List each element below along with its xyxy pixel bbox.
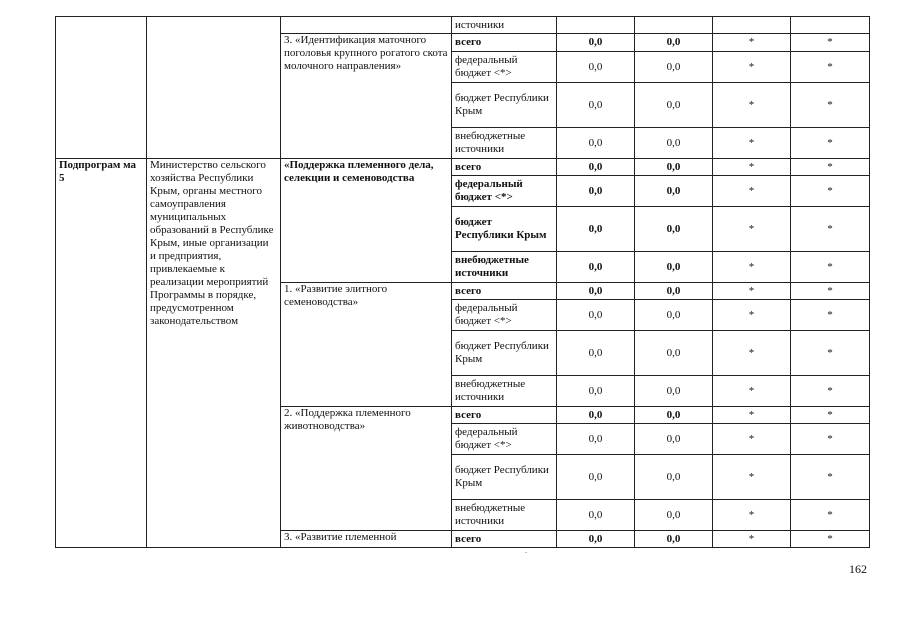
source-cell: бюджет Республики Крым bbox=[452, 83, 557, 128]
value-cell: * bbox=[713, 531, 791, 548]
source-cell: бюджет Республики Крым bbox=[452, 331, 557, 376]
value-cell: * bbox=[713, 500, 791, 531]
value-cell: 0,0 bbox=[557, 407, 635, 424]
source-cell: федеральный бюджет <*> bbox=[452, 300, 557, 331]
value-cell: 0,0 bbox=[557, 531, 635, 548]
value-cell: 0,0 bbox=[635, 252, 713, 283]
value-cell: 0,0 bbox=[635, 176, 713, 207]
value-cell: 0,0 bbox=[557, 52, 635, 83]
value-cell: 0,0 bbox=[557, 331, 635, 376]
value-cell: 0,0 bbox=[635, 424, 713, 455]
value-cell: * bbox=[713, 128, 791, 159]
value-cell: 0,0 bbox=[635, 376, 713, 407]
subprogram-cell: Подпрограм ма 5 bbox=[56, 159, 147, 548]
executor-cell bbox=[147, 17, 281, 159]
value-cell: 0,0 bbox=[557, 34, 635, 52]
value-cell: * bbox=[713, 331, 791, 376]
table-row bbox=[56, 17, 870, 34]
value-cell: 0,0 bbox=[635, 207, 713, 252]
value-cell: * bbox=[713, 207, 791, 252]
value-cell: 0,0 bbox=[635, 455, 713, 500]
source-cell: всего bbox=[452, 407, 557, 424]
value-cell: * bbox=[791, 455, 870, 500]
source-cell: всего bbox=[452, 531, 557, 548]
value-cell bbox=[791, 17, 870, 34]
value-cell: 0,0 bbox=[557, 300, 635, 331]
value-cell: 0,0 bbox=[557, 83, 635, 128]
value-cell: * bbox=[791, 252, 870, 283]
event-cell: 3. «Идентификация маточного поголовья крупного рогатого скота молочного направления» bbox=[281, 34, 452, 159]
value-cell: * bbox=[791, 300, 870, 331]
value-cell: * bbox=[791, 128, 870, 159]
value-cell: * bbox=[713, 34, 791, 52]
value-cell: 0,0 bbox=[557, 176, 635, 207]
value-cell: * bbox=[713, 376, 791, 407]
value-cell: * bbox=[713, 300, 791, 331]
value-cell: 0,0 bbox=[557, 207, 635, 252]
value-cell bbox=[557, 17, 635, 34]
value-cell: * bbox=[791, 531, 870, 548]
value-cell: * bbox=[791, 176, 870, 207]
value-cell: 0,0 bbox=[557, 500, 635, 531]
value-cell: 0,0 bbox=[635, 407, 713, 424]
table-row bbox=[56, 159, 870, 176]
event-cell: 1. «Развитие элитного семеноводства» bbox=[281, 283, 452, 407]
source-cell: федеральный бюджет <*> bbox=[452, 52, 557, 83]
executor-cell: Министерство сельского хозяйства Республики Крым, органы местного самоуправления муниципальных образований в Республике Крым, иные организации и предприятия, привлекаемые к реализации мероприятий Программы в порядке, предусмотренном законодательством bbox=[147, 159, 281, 548]
source-cell: внебюджетные источники bbox=[452, 128, 557, 159]
source-cell: всего bbox=[452, 159, 557, 176]
source-cell: федеральный бюджет <*> bbox=[452, 176, 557, 207]
value-cell: * bbox=[791, 500, 870, 531]
value-cell: * bbox=[713, 83, 791, 128]
value-cell: 0,0 bbox=[557, 283, 635, 300]
value-cell: * bbox=[791, 283, 870, 300]
budget-table bbox=[55, 16, 870, 548]
event-cell: 3. «Развитие племенной bbox=[281, 531, 452, 548]
value-cell: 0,0 bbox=[557, 159, 635, 176]
value-cell: * bbox=[791, 83, 870, 128]
value-cell: 0,0 bbox=[635, 83, 713, 128]
value-cell: 0,0 bbox=[635, 331, 713, 376]
event-cell bbox=[281, 17, 452, 34]
value-cell: 0,0 bbox=[557, 252, 635, 283]
source-cell: внебюджетные источники bbox=[452, 252, 557, 283]
value-cell: 0,0 bbox=[635, 283, 713, 300]
source-cell: всего bbox=[452, 283, 557, 300]
value-cell: 0,0 bbox=[557, 424, 635, 455]
value-cell: 0,0 bbox=[635, 500, 713, 531]
value-cell: * bbox=[713, 283, 791, 300]
value-cell: * bbox=[713, 407, 791, 424]
value-cell: 0,0 bbox=[635, 531, 713, 548]
source-cell: всего bbox=[452, 34, 557, 52]
scan-speck bbox=[525, 552, 527, 553]
source-cell: источники bbox=[452, 17, 557, 34]
value-cell bbox=[713, 17, 791, 34]
value-cell: * bbox=[713, 455, 791, 500]
value-cell: * bbox=[791, 331, 870, 376]
source-cell: бюджет Республики Крым bbox=[452, 207, 557, 252]
value-cell: 0,0 bbox=[635, 52, 713, 83]
event-cell: 2. «Поддержка племенного животноводства» bbox=[281, 407, 452, 531]
value-cell: 0,0 bbox=[557, 455, 635, 500]
value-cell: * bbox=[791, 34, 870, 52]
value-cell: * bbox=[791, 159, 870, 176]
value-cell: * bbox=[713, 424, 791, 455]
value-cell bbox=[635, 17, 713, 34]
value-cell: 0,0 bbox=[557, 376, 635, 407]
value-cell: * bbox=[713, 252, 791, 283]
value-cell: 0,0 bbox=[635, 128, 713, 159]
source-cell: федеральный бюджет <*> bbox=[452, 424, 557, 455]
value-cell: * bbox=[713, 159, 791, 176]
source-cell: внебюджетные источники bbox=[452, 376, 557, 407]
page-number: 162 bbox=[849, 562, 867, 576]
value-cell: 0,0 bbox=[635, 300, 713, 331]
value-cell: 0,0 bbox=[635, 159, 713, 176]
subprogram-cell bbox=[56, 17, 147, 159]
value-cell: 0,0 bbox=[635, 34, 713, 52]
value-cell: * bbox=[791, 207, 870, 252]
value-cell: * bbox=[791, 376, 870, 407]
source-cell: бюджет Республики Крым bbox=[452, 455, 557, 500]
value-cell: 0,0 bbox=[557, 128, 635, 159]
source-cell: внебюджетные источники bbox=[452, 500, 557, 531]
value-cell: * bbox=[713, 176, 791, 207]
value-cell: * bbox=[713, 52, 791, 83]
value-cell: * bbox=[791, 52, 870, 83]
value-cell: * bbox=[791, 407, 870, 424]
event-cell: «Поддержка племенного дела, селекции и семеноводства bbox=[281, 159, 452, 283]
value-cell: * bbox=[791, 424, 870, 455]
